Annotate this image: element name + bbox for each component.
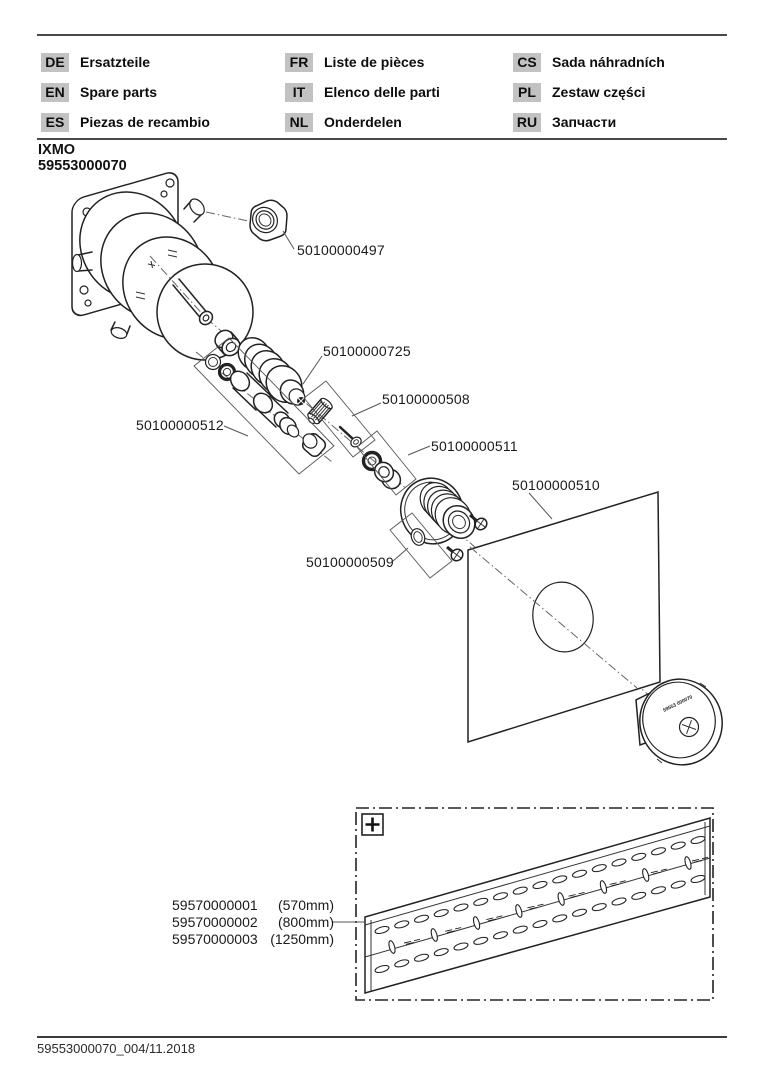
- part-stud-508: [305, 397, 334, 427]
- lang-badge-es: ES: [41, 113, 69, 132]
- lang-label-es: Piezas de recambio: [80, 114, 210, 130]
- mounting-rail: [365, 818, 710, 993]
- lang-badge-en: EN: [41, 83, 69, 102]
- accessory-size: (570mm): [277, 897, 334, 913]
- accessory-box: [333, 808, 713, 1000]
- accessory-code: 59570000003: [172, 931, 258, 947]
- part-flange-509: [392, 469, 482, 552]
- lang-label-en: Spare parts: [80, 84, 158, 100]
- lang-label-de: Ersatzteile: [80, 54, 151, 70]
- lang-badge-it: IT: [285, 83, 313, 102]
- part-label-50100000508: 50100000508: [382, 391, 470, 407]
- part-label-50100000512: 50100000512: [136, 417, 224, 433]
- part-orings-512: [206, 355, 235, 380]
- lang-badge-ru: RU: [513, 113, 541, 132]
- lang-label-cs: Sada náhradních: [552, 54, 665, 70]
- cap-engraving: 59553 000070: [662, 694, 694, 714]
- lang-badge-nl: NL: [285, 113, 313, 132]
- lang-badge-fr: FR: [285, 53, 313, 72]
- part-label-50100000511: 50100000511: [431, 438, 518, 454]
- document-id: 59553000070_004/11.2018: [37, 1041, 196, 1056]
- lang-label-nl: Onderdelen: [324, 114, 402, 130]
- plus-icon: [362, 814, 383, 835]
- lang-label-fr: Liste de pièces: [324, 54, 425, 70]
- part-label-50100000510: 50100000510: [512, 477, 600, 493]
- part-label-50100000509: 50100000509: [306, 554, 394, 570]
- accessory-row: [172, 914, 334, 931]
- accessory-row: [172, 931, 334, 948]
- lang-badge-cs: CS: [513, 53, 541, 72]
- part-label-50100000725: 50100000725: [323, 343, 411, 359]
- part-label-50100000497: 50100000497: [297, 242, 385, 258]
- lang-label-pl: Zestaw części: [552, 84, 646, 100]
- lang-label-it: Elenco delle parti: [324, 84, 440, 100]
- lang-badge-de: DE: [41, 53, 69, 72]
- part-nut-497: [247, 200, 287, 241]
- part-panel-510: [468, 492, 660, 742]
- accessory-size: (800mm): [277, 914, 334, 930]
- lang-label-ru: Запчасти: [552, 114, 617, 130]
- lang-badge-pl: PL: [513, 83, 541, 102]
- accessory-label-block: [172, 897, 334, 948]
- footer-rule: [37, 1036, 727, 1038]
- accessory-code: 59570000001: [172, 897, 258, 913]
- product-number: 59553000070: [38, 158, 127, 174]
- leader-lines: [194, 231, 552, 578]
- accessory-code: 59570000002: [172, 914, 258, 930]
- accessory-row: [172, 897, 334, 914]
- part-oring-511: [364, 453, 405, 493]
- product-name: IXMO: [38, 142, 76, 158]
- accessory-size: (1250mm): [270, 931, 334, 947]
